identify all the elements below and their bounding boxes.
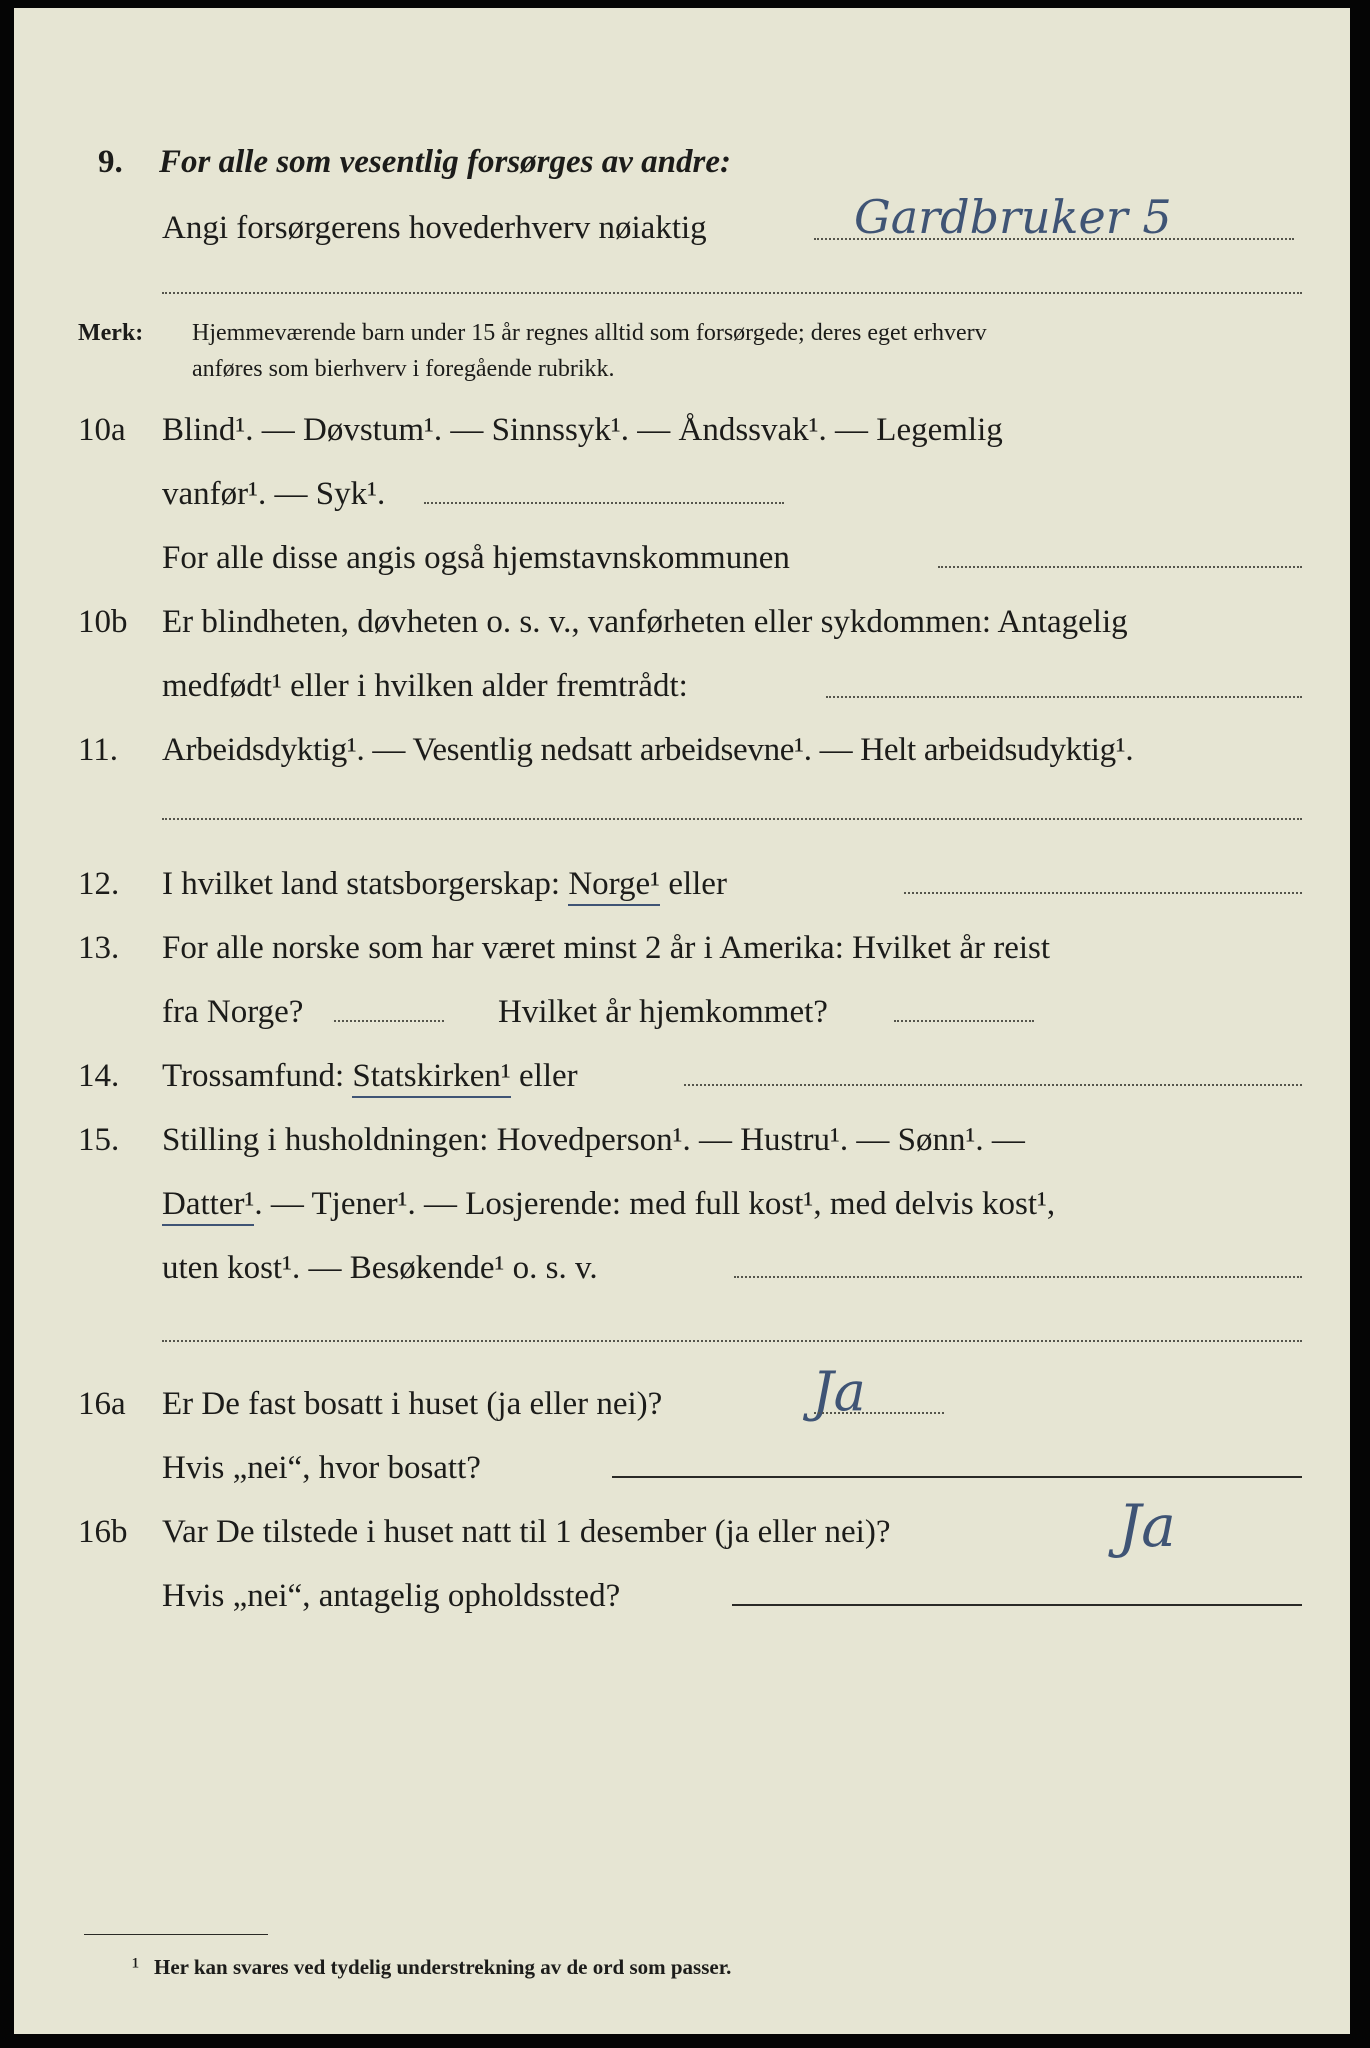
q13-line2b: Hvilket år hjemkommet? xyxy=(498,994,828,1030)
merk-line2: anføres som bierhverv i foregående rubrikk. xyxy=(192,356,615,382)
q9-blank-line xyxy=(162,292,1302,294)
q12-option-norge: Norge¹ xyxy=(568,866,660,906)
q16a-line1: Er De fast bosatt i huset (ja eller nei)? xyxy=(162,1386,663,1422)
q10a-number: 10a xyxy=(78,412,126,448)
q13-number: 13. xyxy=(78,930,120,966)
q12-number: 12. xyxy=(78,866,120,902)
q10a-line2: vanfør¹. — Syk¹. xyxy=(162,476,386,512)
q11-number: 11. xyxy=(78,732,119,768)
q12-prompt: I hvilket land statsborgerskap: xyxy=(162,866,561,902)
q15-number: 15. xyxy=(78,1122,120,1158)
merk-label: Merk: xyxy=(78,320,144,346)
q11-blank-line xyxy=(162,818,1302,820)
q16a-answer-handwritten: Ja xyxy=(812,1360,866,1423)
merk-line1: Hjemmeværende barn under 15 år regnes alltid som forsørgede; deres eget erhverv xyxy=(192,320,987,346)
q16b-line1: Var De tilstede i huset natt til 1 desember (ja eller nei)? xyxy=(162,1514,891,1550)
q15-other-line xyxy=(734,1276,1302,1278)
q13-line2a: fra Norge? xyxy=(162,994,304,1030)
q16b-answer-handwritten: Ja xyxy=(1118,1492,1176,1560)
q9-number: 9. xyxy=(98,144,123,180)
q9-heading: For alle som vesentlig forsørges av andre: xyxy=(159,144,731,180)
q13-left-year-line xyxy=(334,1020,444,1022)
q16b-number: 16b xyxy=(78,1514,128,1550)
q12-other-line xyxy=(904,892,1302,894)
q16b-location-line xyxy=(732,1604,1302,1606)
q13-line1: For alle norske som har været minst 2 år i Amerika: Hvilket år reist xyxy=(162,930,1051,966)
q10a-line3: For alle disse angis også hjemstavnskommunen xyxy=(162,540,790,576)
q14-number: 14. xyxy=(78,1058,120,1094)
q15-line1: Stilling i husholdningen: Hovedperson¹. — Hustru¹. — Sønn¹. — xyxy=(162,1122,1025,1158)
q10b-age-line xyxy=(826,696,1302,698)
footnote-text: Her kan svares ved tydelig understrekning av de ord som passer. xyxy=(154,1955,732,1979)
q15-line2-rest: . — Tjener¹. — Losjerende: med full kost¹, med delvis kost¹, xyxy=(254,1186,1056,1222)
q16a-residence-line xyxy=(612,1476,1302,1478)
q10a-syk-line xyxy=(424,502,784,504)
census-form-page xyxy=(14,8,1350,2034)
q15-line3: uten kost¹. — Besøkende¹ o. s. v. xyxy=(162,1250,598,1286)
q10a-home-line xyxy=(938,566,1302,568)
q14-prompt: Trossamfund: xyxy=(162,1058,345,1094)
q14-option-statskirken: Statskirken¹ xyxy=(352,1058,510,1098)
q9-prompt: Angi forsørgerens hovederhverv nøiaktig xyxy=(162,210,707,246)
q15-option-datter: Datter¹ xyxy=(162,1186,254,1226)
q16a-number: 16a xyxy=(78,1386,126,1422)
q12-line xyxy=(162,864,727,904)
q9-answer-handwritten: Gardbruker 5 xyxy=(854,190,1172,244)
q15-line2 xyxy=(162,1184,1055,1224)
q12-suffix: eller xyxy=(668,866,727,902)
footnote-rule xyxy=(84,1934,268,1935)
q15-blank-line xyxy=(162,1340,1302,1342)
q16b-line2: Hvis „nei“, antagelig opholdssted? xyxy=(162,1578,621,1614)
q14-other-line xyxy=(684,1084,1302,1086)
q10b-number: 10b xyxy=(78,604,128,640)
q16a-answer-line xyxy=(814,1412,944,1414)
q14-suffix: eller xyxy=(519,1058,578,1094)
q14-line xyxy=(162,1056,578,1096)
q13-return-year-line xyxy=(894,1020,1034,1022)
q10a-line1: Blind¹. — Døvstum¹. — Sinnssyk¹. — Åndssvak¹. — Legemlig xyxy=(162,412,1003,448)
q11-line1: Arbeidsdyktig¹. — Vesentlig nedsatt arbeidsevne¹. — Helt arbeidsudyktig¹. xyxy=(162,732,1134,768)
q10b-line1: Er blindheten, døvheten o. s. v., vanførheten eller sykdommen: Antagelig xyxy=(162,604,1128,640)
footnote-mark: ¹ xyxy=(132,1954,140,1980)
q16a-line2: Hvis „nei“, hvor bosatt? xyxy=(162,1450,481,1486)
q10b-line2: medfødt¹ eller i hvilken alder fremtrådt: xyxy=(162,668,688,704)
